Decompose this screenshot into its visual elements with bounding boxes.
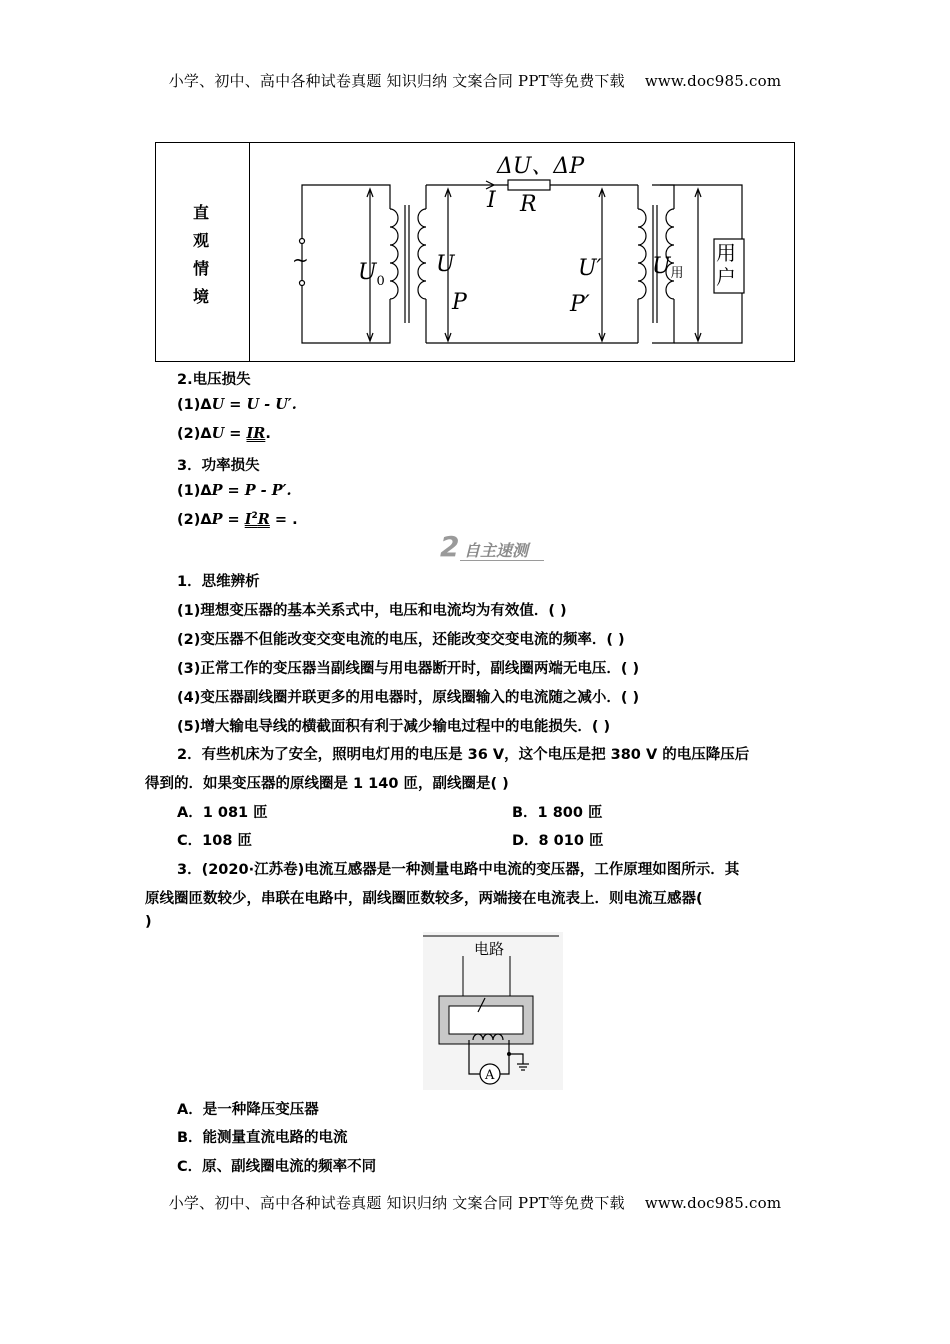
source-terminal [300,281,305,286]
user-box-label-wrap [716,241,742,291]
q1-item: (2)变压器不但能改变交变电流的电压，还能改变交变电流的频率．( ) [177,632,625,648]
q1-item: (3)正常工作的变压器当副线圈与用电器断开时，副线圈两端无电压．( ) [177,661,640,677]
source-terminal [300,239,305,244]
q3-stem-line1: 3．(2020·江苏卷)电流互感器是一种测量电路中电流的变压器，工作原理如图所示．其 [177,862,740,878]
scenario-label-cell [156,143,250,361]
answer-blank: IR [246,425,266,442]
label-char: 境 [193,287,210,306]
q2-stem-line2: 得到的．如果变压器的原线圈是 1 140 匝，副线圈是( ) [145,776,509,792]
power-loss-eq2: $(2)\Delta P = I^2R$ = . [177,511,298,528]
answer-blank: $I^2R$ [244,511,270,528]
voltage-loss-eq2: (2)ΔU = IR. [177,425,271,442]
power-loss-title: 3．功率损失 [177,458,260,474]
page-footer [0,1192,950,1213]
voltage-loss-title: 2.电压损失 [177,372,251,388]
q2-stem-line1: 2．有些机床为了安全，照明电灯用的电压是 36 V，这个电压是把 380 V 的电压降压后 [177,747,750,763]
u-label: U [436,252,455,277]
ammeter-label: A [485,1068,495,1083]
header-url: www.doc985.com [644,72,782,90]
q3-option-c[interactable]: C．原、副线圈电流的频率不同 [177,1159,377,1175]
voltage-loss-eq1: (1)ΔU = U - U′. [177,396,297,413]
current-transformer-figure [423,932,563,1090]
circuit-label: 电路 [474,940,505,958]
page-header [0,70,950,91]
label-char: 直 [193,203,210,222]
section-banner [440,530,544,563]
user-wire [674,185,742,239]
q2-option-b[interactable]: B．1 800 匝 [512,805,603,821]
p-prime-label: P′ [570,292,590,317]
header-text: 小学、初中、高中各种试卷真题 知识归纳 文案合同 PPT等免费下载 [168,72,625,90]
power-loss-eq1: (1)ΔP = P - P′. [177,482,292,499]
p-label: P [452,290,467,315]
q3-option-a[interactable]: A．是一种降压变压器 [177,1102,319,1118]
junction-dot [507,1052,511,1056]
label-char: 情 [193,259,210,278]
q1-title: 1．思维辨析 [177,574,260,590]
footer-url: www.doc985.com [644,1194,782,1212]
ac-source-symbol: ~ [292,248,309,272]
scenario-table [155,142,795,362]
q3-option-b[interactable]: B．能测量直流电路的电流 [177,1130,348,1146]
line-resistor [508,180,550,190]
q1-item: (5)增大输电导线的横截面积有利于减少输电过程中的电能损失．( ) [177,719,611,735]
q3-stem-line2: 原线圈匝数较少，串联在电路中，副线圈匝数较多，两端接在电流表上．则电流互感器( [145,891,703,907]
current-label: I [487,188,496,213]
core-window [449,1006,523,1034]
secondary-coil-1 [418,209,426,299]
banner-number: 2 [440,530,460,563]
q2-option-d[interactable]: D．8 010 匝 [512,833,604,849]
q2-option-a[interactable]: A．1 081 匝 [177,805,268,821]
q1-item: (4)变压器副线圈并联更多的用电器时，原线圈输入的电流随之减小．( ) [177,690,640,706]
user-box-label: 用户 [716,241,736,289]
resistor-label: R [520,192,537,217]
q3-stem-line3: ) [145,914,152,930]
label-char: 观 [193,231,210,250]
banner-text: 自主速测 [464,541,529,560]
u-prime-label: U′ [578,256,602,281]
footer-text: 小学、初中、高中各种试卷真题 知识归纳 文案合同 PPT等免费下载 [168,1194,625,1212]
q2-option-c[interactable]: C．108 匝 [177,833,252,849]
u0-label: $U_0$ [358,260,385,289]
delta-label: ΔU、ΔP [497,154,585,179]
q1-item: (1)理想变压器的基本关系式中，电压和电流均为有效值．( ) [177,603,567,619]
transmission-circuit-diagram [252,143,792,361]
primary-coil-1 [390,209,398,299]
banner-underline [460,560,544,561]
u-user-label: U用 [652,254,684,281]
primary-coil-2 [638,209,646,299]
